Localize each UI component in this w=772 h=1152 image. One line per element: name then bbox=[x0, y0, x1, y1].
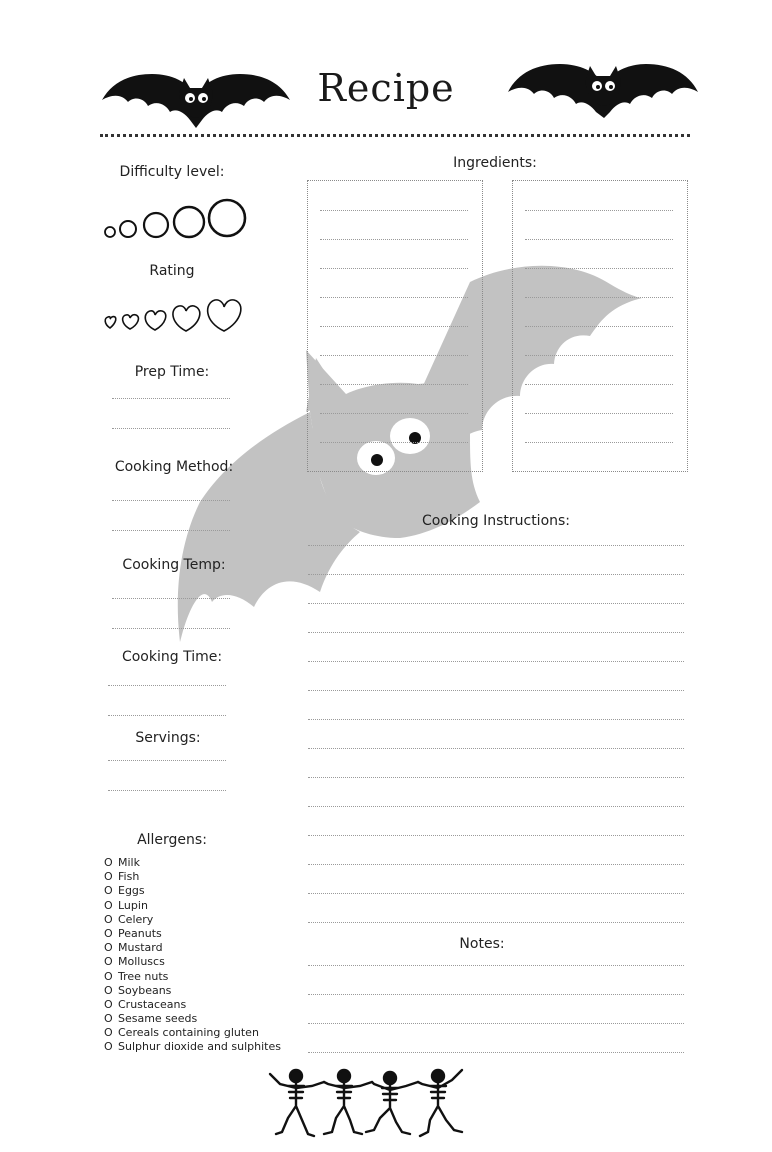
cooking-temp-line[interactable] bbox=[112, 628, 230, 629]
allergen-item[interactable]: O Celery bbox=[104, 912, 154, 926]
ingredient-line[interactable] bbox=[525, 210, 673, 211]
rating-heart-icon[interactable] bbox=[123, 315, 139, 329]
instruction-line[interactable] bbox=[308, 864, 684, 865]
cooking-method-label: Cooking Method: bbox=[114, 459, 234, 475]
ingredient-line[interactable] bbox=[320, 442, 468, 443]
instruction-line[interactable] bbox=[308, 603, 684, 604]
checkbox-circle-icon[interactable]: O bbox=[104, 969, 113, 983]
notes-line[interactable] bbox=[308, 1023, 684, 1024]
instruction-line[interactable] bbox=[308, 574, 684, 575]
ingredients-label: Ingredients: bbox=[453, 155, 537, 171]
difficulty-circle-icon[interactable] bbox=[209, 200, 245, 236]
instruction-line[interactable] bbox=[308, 632, 684, 633]
checkbox-circle-icon[interactable]: O bbox=[104, 955, 113, 969]
instruction-line[interactable] bbox=[308, 835, 684, 836]
servings-line[interactable] bbox=[108, 790, 226, 791]
allergen-item[interactable]: O Milk bbox=[104, 856, 140, 869]
checkbox-circle-icon[interactable]: O bbox=[104, 1012, 113, 1026]
dancing-skeletons-icon bbox=[262, 1066, 472, 1140]
rating-label: Rating bbox=[149, 263, 195, 279]
allergen-item[interactable]: O Cereals containing gluten bbox=[104, 1026, 259, 1040]
instruction-line[interactable] bbox=[308, 777, 684, 778]
notes-label: Notes: bbox=[459, 936, 505, 952]
cooking-instructions-label: Cooking Instructions: bbox=[421, 513, 571, 529]
ingredient-line[interactable] bbox=[320, 326, 468, 327]
instruction-line[interactable] bbox=[308, 545, 684, 546]
cooking-temp-label: Cooking Temp: bbox=[122, 557, 226, 573]
difficulty-rating[interactable] bbox=[104, 198, 254, 244]
allergen-item[interactable]: O Eggs bbox=[104, 884, 145, 898]
checkbox-circle-icon[interactable]: O bbox=[104, 983, 113, 997]
instruction-line[interactable] bbox=[308, 922, 684, 923]
cooking-time-line[interactable] bbox=[108, 685, 226, 686]
cooking-method-line[interactable] bbox=[112, 530, 230, 531]
allergen-item[interactable]: O Lupin bbox=[104, 898, 148, 912]
cooking-time-line[interactable] bbox=[108, 715, 226, 716]
page-title: Recipe bbox=[317, 66, 455, 110]
checkbox-circle-icon[interactable]: O bbox=[104, 1026, 113, 1040]
prep-time-line[interactable] bbox=[112, 428, 230, 429]
ingredient-line[interactable] bbox=[525, 355, 673, 356]
allergen-item[interactable]: O Sesame seeds bbox=[104, 1012, 198, 1026]
notes-line[interactable] bbox=[308, 994, 684, 995]
cooking-temp-line[interactable] bbox=[112, 598, 230, 599]
ingredient-line[interactable] bbox=[320, 210, 468, 211]
allergen-item[interactable]: O Soybeans bbox=[104, 983, 172, 997]
ingredient-line[interactable] bbox=[525, 239, 673, 240]
checkbox-circle-icon[interactable]: O bbox=[104, 884, 113, 898]
ingredient-line[interactable] bbox=[320, 297, 468, 298]
notes-line[interactable] bbox=[308, 965, 684, 966]
checkbox-circle-icon[interactable]: O bbox=[104, 941, 113, 955]
checkbox-circle-icon[interactable]: O bbox=[104, 898, 113, 912]
cooking-method-line[interactable] bbox=[112, 500, 230, 501]
ingredient-line[interactable] bbox=[320, 239, 468, 240]
allergen-item[interactable]: O Fish bbox=[104, 870, 140, 884]
difficulty-label: Difficulty level: bbox=[119, 164, 225, 180]
ingredient-line[interactable] bbox=[525, 268, 673, 269]
ingredient-line[interactable] bbox=[525, 413, 673, 414]
rating-heart-icon[interactable] bbox=[208, 300, 241, 331]
prep-time-line[interactable] bbox=[112, 398, 230, 399]
rating-heart-icon[interactable] bbox=[173, 306, 200, 331]
instruction-line[interactable] bbox=[308, 690, 684, 691]
checkbox-circle-icon[interactable]: O bbox=[104, 856, 113, 869]
allergen-item[interactable]: O Mustard bbox=[104, 941, 163, 955]
rating-heart-icon[interactable] bbox=[105, 317, 116, 328]
header-divider bbox=[100, 134, 690, 137]
allergen-item[interactable]: O Crustaceans bbox=[104, 997, 187, 1011]
ingredient-line[interactable] bbox=[320, 384, 468, 385]
allergen-item[interactable]: O Peanuts bbox=[104, 926, 162, 940]
difficulty-circle-icon[interactable] bbox=[105, 227, 115, 237]
allergen-item[interactable]: O Molluscs bbox=[104, 955, 165, 969]
instruction-line[interactable] bbox=[308, 748, 684, 749]
ingredient-line[interactable] bbox=[320, 355, 468, 356]
allergens-label: Allergens: bbox=[137, 832, 207, 848]
checkbox-circle-icon[interactable]: O bbox=[104, 912, 113, 926]
ingredient-line[interactable] bbox=[320, 268, 468, 269]
difficulty-circle-icon[interactable] bbox=[174, 207, 204, 237]
servings-label: Servings: bbox=[135, 730, 201, 746]
ingredient-line[interactable] bbox=[525, 384, 673, 385]
difficulty-circle-icon[interactable] bbox=[120, 221, 136, 237]
checkbox-circle-icon[interactable]: O bbox=[104, 1040, 113, 1054]
instruction-line[interactable] bbox=[308, 661, 684, 662]
ingredient-line[interactable] bbox=[525, 297, 673, 298]
allergen-item[interactable]: O Sulphur dioxide and sulphites bbox=[104, 1040, 281, 1054]
allergen-item[interactable]: O Tree nuts bbox=[104, 969, 169, 983]
rating-hearts[interactable] bbox=[102, 294, 248, 334]
allergens-list bbox=[104, 856, 304, 1055]
ingredient-line[interactable] bbox=[525, 442, 673, 443]
prep-time-label: Prep Time: bbox=[134, 364, 210, 380]
servings-line[interactable] bbox=[108, 760, 226, 761]
difficulty-circle-icon[interactable] bbox=[144, 213, 168, 237]
cooking-time-label: Cooking Time: bbox=[121, 649, 223, 665]
checkbox-circle-icon[interactable]: O bbox=[104, 926, 113, 940]
instruction-line[interactable] bbox=[308, 893, 684, 894]
rating-heart-icon[interactable] bbox=[145, 311, 166, 330]
ingredient-line[interactable] bbox=[320, 413, 468, 414]
notes-line[interactable] bbox=[308, 1052, 684, 1053]
ingredient-line[interactable] bbox=[525, 326, 673, 327]
instruction-line[interactable] bbox=[308, 806, 684, 807]
checkbox-circle-icon[interactable]: O bbox=[104, 870, 113, 884]
checkbox-circle-icon[interactable]: O bbox=[104, 997, 113, 1011]
instruction-line[interactable] bbox=[308, 719, 684, 720]
